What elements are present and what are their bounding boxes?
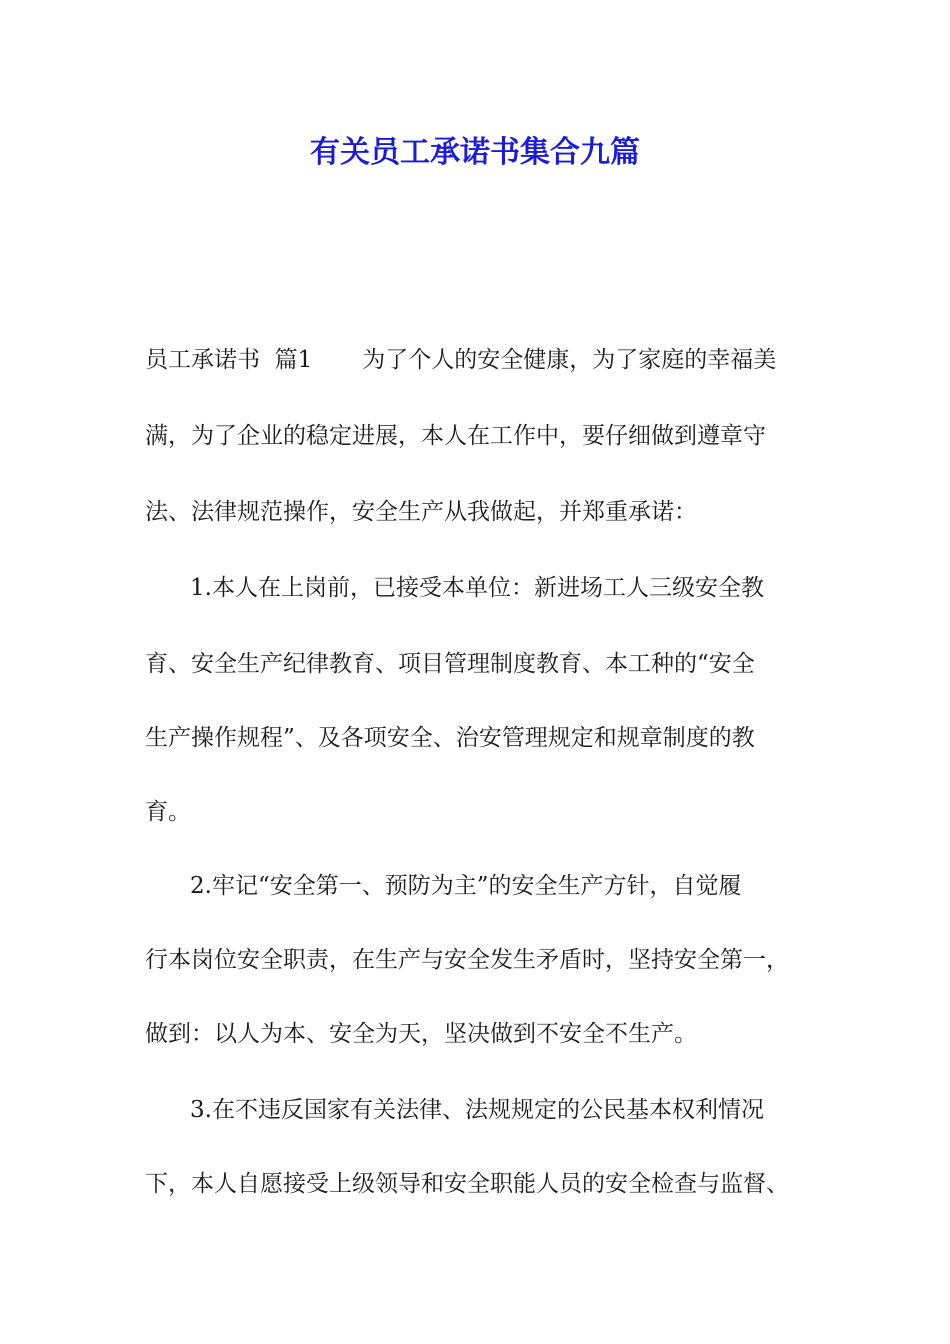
- paragraph-line-7: 育。: [145, 799, 191, 825]
- paragraph-line-11: 3.在不违反国家有关法律、法规规定的公民基本权利情况: [190, 1097, 764, 1123]
- paragraph-line-4: 1.本人在上岗前，已接受本单位：新进场工人三级安全教: [190, 575, 764, 601]
- paragraph-line-2: 满，为了企业的稳定进展，本人在工作中，要仔细做到遵章守: [145, 423, 766, 449]
- paragraph-line-10: 做到：以人为本、安全为天，坚决做到不安全不生产。: [145, 1021, 697, 1047]
- paragraph-line-9: 行本岗位安全职责，在生产与安全发生矛盾时，坚持安全第一，: [145, 947, 789, 973]
- paragraph-text: 为了个人的安全健康，为了家庭的幸福美: [362, 347, 777, 373]
- paragraph-line-1: [145, 342, 776, 378]
- document-title: 有关员工承诺书集合九篇: [310, 135, 640, 170]
- paragraph-line-8: 2.牢记“安全第一、预防为主”的安全生产方针，自觉履: [190, 873, 742, 899]
- paragraph-line-3: 法、法律规范操作，安全生产从我做起，并郑重承诺：: [145, 499, 697, 525]
- section-heading-label: 员工承诺书 篇1: [145, 347, 313, 373]
- paragraph-line-12: 下，本人自愿接受上级领导和安全职能人员的安全检查与监督、: [145, 1171, 789, 1197]
- paragraph-line-5: 育、安全生产纪律教育、项目管理制度教育、本工种的“安全: [145, 651, 755, 677]
- paragraph-line-6: 生产操作规程”、及各项安全、治安管理规定和规章制度的教: [145, 725, 755, 751]
